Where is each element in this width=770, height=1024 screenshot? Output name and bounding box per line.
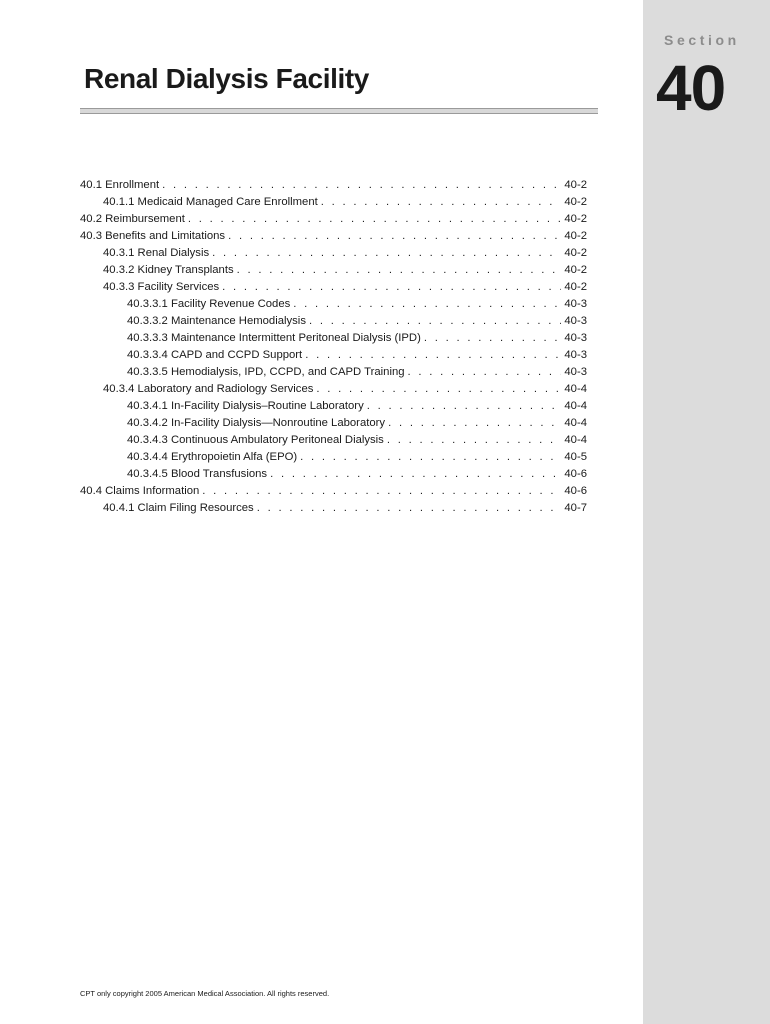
toc-entry[interactable] xyxy=(80,177,587,194)
toc-entry-title: 40.3.4.4 Erythropoietin Alfa (EPO) xyxy=(127,451,298,463)
toc-dot-leader xyxy=(305,347,561,364)
toc-entry-title: 40.1.1 Medicaid Managed Care Enrollment xyxy=(103,196,318,208)
toc-dot-leader xyxy=(309,313,561,330)
toc-entry-title: 40.3.3.1 Facility Revenue Codes xyxy=(127,298,291,310)
toc-entry-title: 40.1 Enrollment xyxy=(80,179,160,191)
toc-entry[interactable] xyxy=(80,432,587,449)
toc-dot-leader xyxy=(202,483,561,500)
toc-entry-title: 40.3.4.3 Continuous Ambulatory Peritoneal Dialysis xyxy=(127,434,384,446)
toc-entry-page: 40-2 xyxy=(564,179,587,191)
toc-entry-page: 40-6 xyxy=(564,485,587,497)
toc-entry-title: 40.3.3.3 Maintenance Intermittent Peritoneal Dialysis (IPD) xyxy=(127,332,421,344)
toc-entry-page: 40-6 xyxy=(564,468,587,480)
toc-entry[interactable] xyxy=(80,262,587,279)
toc-entry-title: 40.3.4.1 In-Facility Dialysis–Routine Laboratory xyxy=(127,400,364,412)
toc-entry-page: 40-3 xyxy=(564,298,587,310)
toc-entry-page: 40-5 xyxy=(564,451,587,463)
toc-entry-title: 40.3.3 Facility Services xyxy=(103,281,220,293)
toc-entry-page: 40-2 xyxy=(564,213,587,225)
toc-entry-page: 40-2 xyxy=(564,281,587,293)
section-number: 40 xyxy=(656,52,726,124)
toc-dot-leader xyxy=(408,364,562,381)
toc-entry-page: 40-2 xyxy=(564,196,587,208)
toc-entry[interactable] xyxy=(80,381,587,398)
toc-entry-title: 40.3.1 Renal Dialysis xyxy=(103,247,210,259)
toc-dot-leader xyxy=(316,381,561,398)
toc-entry-page: 40-3 xyxy=(564,315,587,327)
toc-entry-page: 40-2 xyxy=(564,264,587,276)
toc-entry[interactable] xyxy=(80,500,587,517)
table-of-contents xyxy=(80,177,587,517)
toc-dot-leader xyxy=(424,330,562,347)
toc-entry-title: 40.4 Claims Information xyxy=(80,485,200,497)
toc-entry-title: 40.3.4.5 Blood Transfusions xyxy=(127,468,268,480)
toc-dot-leader xyxy=(228,228,561,245)
toc-entry[interactable] xyxy=(80,483,587,500)
toc-dot-leader xyxy=(388,415,561,432)
toc-dot-leader xyxy=(237,262,562,279)
toc-entry-title: 40.2 Reimbursement xyxy=(80,213,185,225)
toc-entry[interactable] xyxy=(80,279,587,296)
toc-entry-title: 40.4.1 Claim Filing Resources xyxy=(103,502,254,514)
toc-entry-page: 40-4 xyxy=(564,383,587,395)
toc-entry[interactable] xyxy=(80,245,587,262)
toc-entry[interactable] xyxy=(80,449,587,466)
toc-entry-page: 40-3 xyxy=(564,332,587,344)
toc-entry[interactable] xyxy=(80,330,587,347)
toc-entry-page: 40-2 xyxy=(564,230,587,242)
toc-entry[interactable] xyxy=(80,296,587,313)
toc-entry[interactable] xyxy=(80,194,587,211)
toc-entry[interactable] xyxy=(80,466,587,483)
toc-entry[interactable] xyxy=(80,415,587,432)
toc-dot-leader xyxy=(270,466,561,483)
toc-entry-page: 40-4 xyxy=(564,400,587,412)
toc-entry[interactable] xyxy=(80,211,587,228)
toc-entry-title: 40.3.4 Laboratory and Radiology Services xyxy=(103,383,314,395)
toc-entry-title: 40.3.2 Kidney Transplants xyxy=(103,264,234,276)
toc-entry-page: 40-4 xyxy=(564,417,587,429)
toc-dot-leader xyxy=(293,296,561,313)
section-side-panel xyxy=(643,0,770,1024)
toc-dot-leader xyxy=(387,432,562,449)
toc-entry[interactable] xyxy=(80,313,587,330)
toc-dot-leader xyxy=(257,500,562,517)
toc-dot-leader xyxy=(222,279,561,296)
toc-entry-title: 40.3.3.4 CAPD and CCPD Support xyxy=(127,349,303,361)
toc-entry-title: 40.3.3.2 Maintenance Hemodialysis xyxy=(127,315,306,327)
toc-dot-leader xyxy=(162,177,561,194)
toc-dot-leader xyxy=(321,194,562,211)
toc-entry-title: 40.3 Benefits and Limitations xyxy=(80,230,226,242)
copyright-footer: CPT only copyright 2005 American Medical Association. All rights reserved. xyxy=(80,989,330,998)
title-divider xyxy=(80,108,598,114)
toc-dot-leader xyxy=(212,245,561,262)
page-title: Renal Dialysis Facility xyxy=(84,63,369,94)
toc-entry-page: 40-3 xyxy=(564,349,587,361)
toc-entry[interactable] xyxy=(80,347,587,364)
toc-dot-leader xyxy=(367,398,562,415)
toc-dot-leader xyxy=(300,449,561,466)
toc-dot-leader xyxy=(188,211,562,228)
toc-entry-page: 40-7 xyxy=(564,502,587,514)
toc-entry[interactable] xyxy=(80,398,587,415)
section-label: Section xyxy=(664,32,740,48)
toc-entry[interactable] xyxy=(80,228,587,245)
toc-entry-title: 40.3.3.5 Hemodialysis, IPD, CCPD, and CAPD Training xyxy=(127,366,405,378)
toc-entry-page: 40-4 xyxy=(564,434,587,446)
toc-entry-title: 40.3.4.2 In-Facility Dialysis—Nonroutine Laboratory xyxy=(127,417,386,429)
toc-entry[interactable] xyxy=(80,364,587,381)
toc-entry-page: 40-2 xyxy=(564,247,587,259)
toc-entry-page: 40-3 xyxy=(564,366,587,378)
